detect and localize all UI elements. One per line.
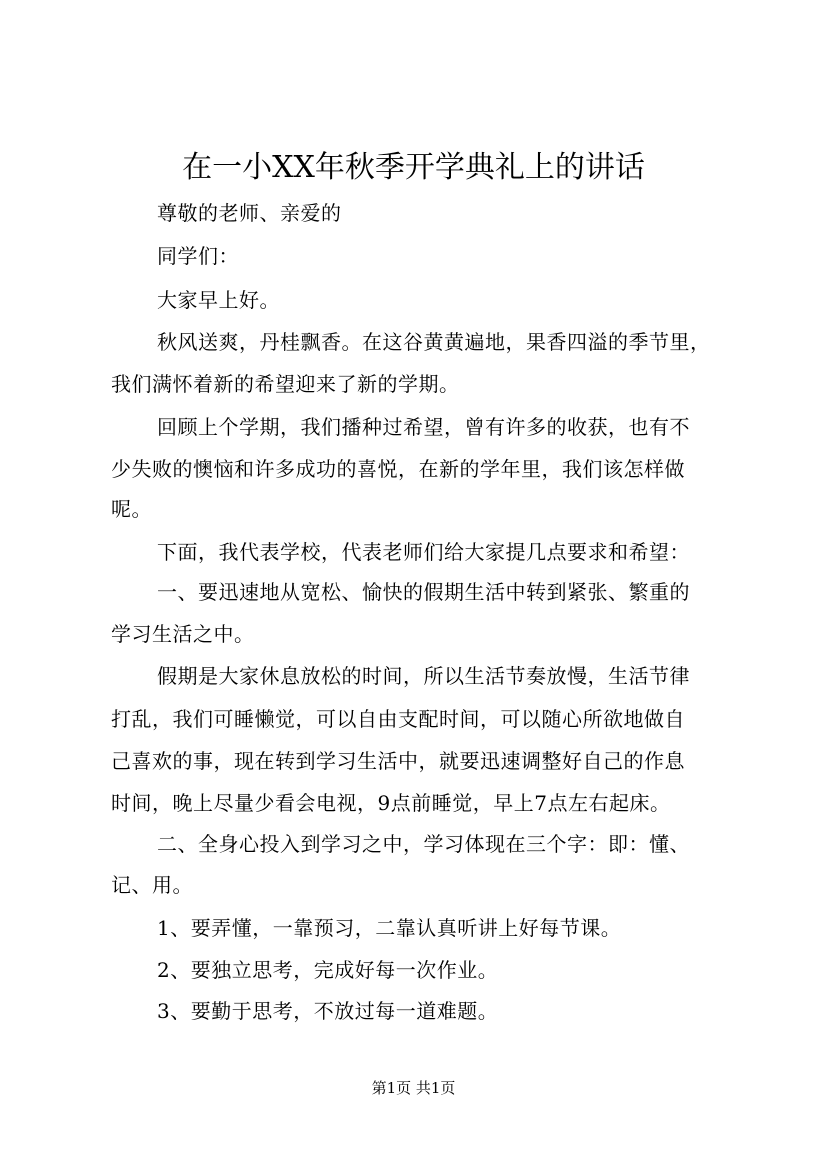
text-line: 打乱，我们可睡懒觉，可以自由支配时间，可以随心所欲地做自	[111, 707, 685, 731]
text-line: 时间，晚上尽量少看会电视，9点前睡觉，早上7点左右起床。	[111, 791, 671, 815]
text-line: 少失败的懊恼和许多成功的喜悦，在新的学年里，我们该怎样做	[111, 457, 685, 481]
page-footer: 第1页 共1页	[371, 1079, 456, 1097]
text-line-salutation-1: 尊敬的老师、亲爱的	[157, 201, 342, 225]
text-line: 学习生活之中。	[111, 622, 255, 646]
text-line: 1、要弄懂，一靠预习，二靠认真听讲上好每节课。	[157, 916, 622, 940]
text-line: 下面，我代表学校，代表老师们给大家提几点要求和希望：	[157, 540, 690, 564]
text-line: 2、要独立思考，完成好每一次作业。	[157, 958, 499, 982]
text-line: 记、用。	[111, 873, 193, 897]
text-line: 回顾上个学期，我们播种过希望，曾有许多的收获，也有不	[157, 415, 690, 439]
text-line: 假期是大家休息放松的时间，所以生活节奏放慢，生活节律	[157, 664, 690, 688]
text-line: 呢。	[111, 497, 152, 521]
text-line-salutation-2: 同学们：	[157, 244, 239, 268]
text-line: 3、要勤于思考，不放过每一道难题。	[157, 999, 499, 1023]
page-title: 在一小XX年秋季开学典礼上的讲话	[182, 150, 645, 185]
text-line: 一、要迅速地从宽松、愉快的假期生活中转到紧张、繁重的	[157, 580, 690, 604]
text-line-greeting: 大家早上好。	[157, 288, 280, 312]
text-line: 己喜欢的事，现在转到学习生活中，就要迅速调整好自己的作息	[111, 749, 685, 773]
text-line: 我们满怀着新的希望迎来了新的学期。	[111, 372, 460, 396]
text-line: 二、全身心投入到学习之中，学习体现在三个字：即：懂、	[157, 832, 690, 856]
text-line: 秋风送爽，丹桂飘香。在这谷黄黄遍地，果香四溢的季节里，	[157, 330, 711, 354]
